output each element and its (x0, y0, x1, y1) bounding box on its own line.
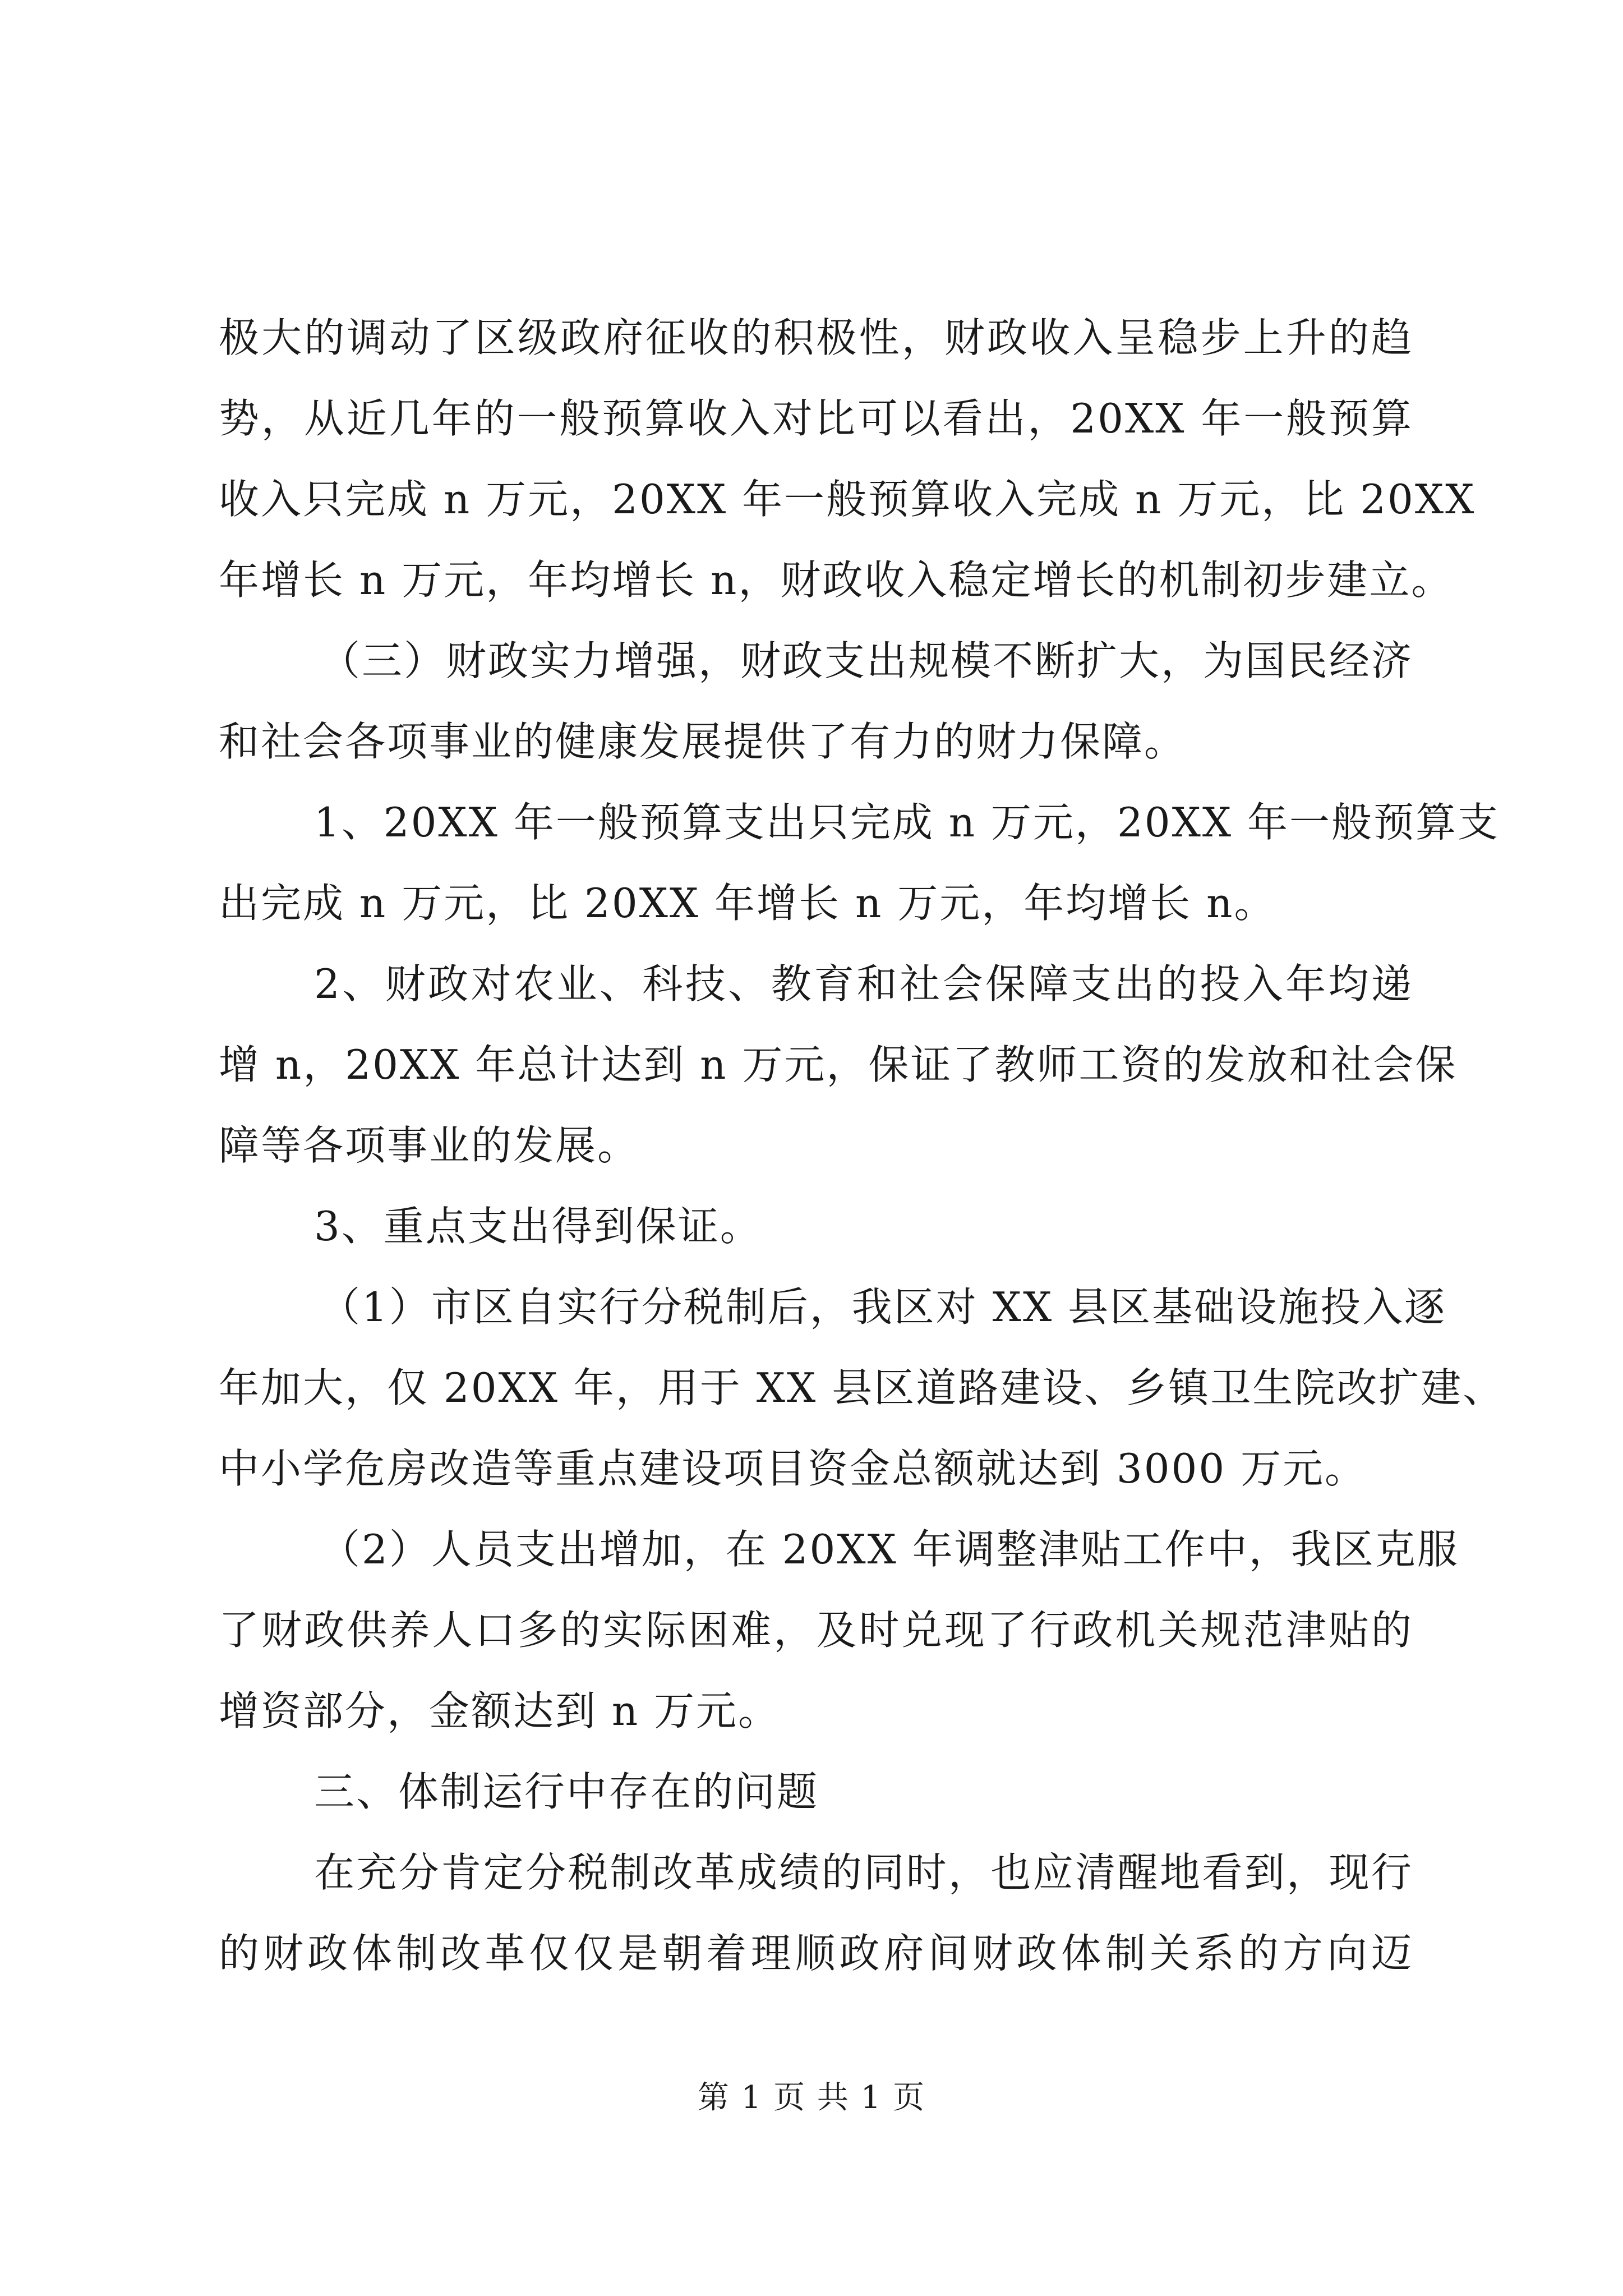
paragraph-line: 1、20XX 年一般预算支出只完成 n 万元，20XX 年一般预算支 (314, 799, 1500, 846)
paragraph-line: 的财政体制改革仅仅是朝着理顺政府间财政体制关系的方向迈 (219, 1930, 1413, 1977)
paragraph-line: 年增长 n 万元，年均增长 n，财政收入稳定增长的机制初步建立。 (219, 556, 1454, 604)
paragraph-line: 障等各项事业的发展。 (219, 1122, 640, 1169)
paragraph-line: 年加大，仅 20XX 年，用于 XX 县区道路建设、乡镇卫生院改扩建、 (219, 1364, 1505, 1411)
paragraph-line: 2、财政对农业、科技、教育和社会保障支出的投入年均递 (314, 960, 1413, 1007)
paragraph-line: 了财政供养人口多的实际困难，及时兑现了行政机关规范津贴的 (219, 1607, 1413, 1654)
paragraph-line: （2）人员支出增加，在 20XX 年调整津贴工作中，我区克服 (320, 1526, 1459, 1573)
section-heading: 三、体制运行中存在的问题 (314, 1768, 819, 1815)
paragraph-line: 3、重点支出得到保证。 (314, 1203, 762, 1250)
paragraph-line: （三）财政实力增强，财政支出规模不断扩大，为国民经济 (320, 637, 1414, 684)
paragraph-line: 在充分肯定分税制改革成绩的同时，也应清醒地看到，现行 (314, 1849, 1413, 1896)
paragraph-line: （1）市区自实行分税制后，我区对 XX 县区基础设施投入逐 (320, 1283, 1447, 1331)
document-body (219, 297, 1505, 1994)
page-number-footer: 第 1 页 共 1 页 (697, 2079, 926, 2116)
paragraph-line: 收入只完成 n 万元，20XX 年一般预算收入完成 n 万元，比 20XX (219, 476, 1476, 523)
paragraph-line: 出完成 n 万元，比 20XX 年增长 n 万元，年均增长 n。 (219, 880, 1276, 927)
paragraph-line: 和社会各项事业的健康发展提供了有力的财力保障。 (219, 718, 1187, 765)
paragraph-line: 势，从近几年的一般预算收入对比可以看出，20XX 年一般预算 (219, 395, 1413, 442)
paragraph-line: 极大的调动了区级政府征收的积极性，财政收入呈稳步上升的趋 (219, 314, 1413, 361)
paragraph-line: 中小学危房改造等重点建设项目资金总额就达到 3000 万元。 (219, 1445, 1367, 1492)
paragraph-line: 增 n，20XX 年总计达到 n 万元，保证了教师工资的发放和社会保 (219, 1041, 1458, 1088)
paragraph-line: 增资部分，金额达到 n 万元。 (219, 1687, 781, 1734)
